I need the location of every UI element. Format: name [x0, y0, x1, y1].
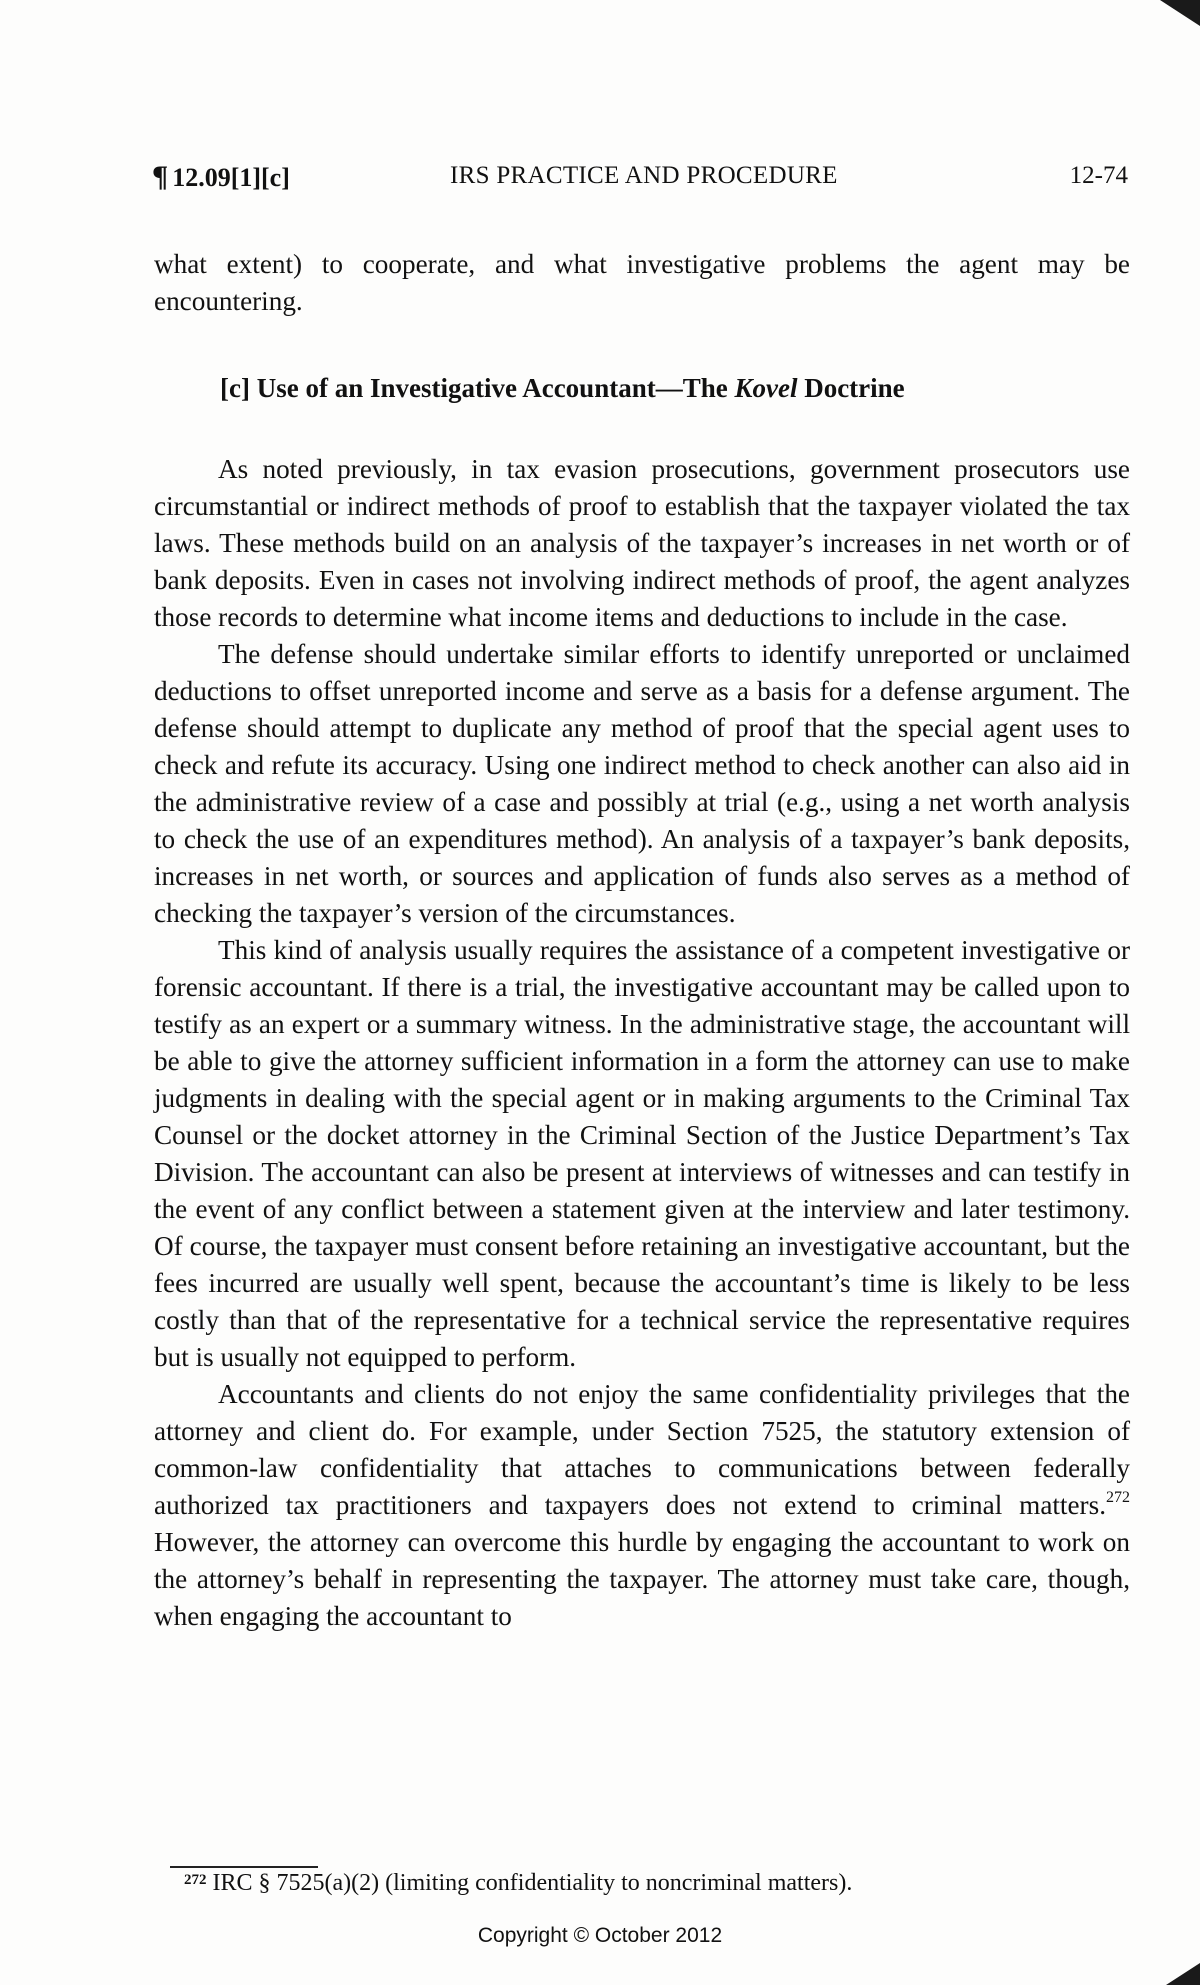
footnote: [184, 1870, 852, 1897]
paragraph-2: The defense should undertake similar efforts to identify unreported or unclaimed deductions to offset unreported income and serve as a basis for a defense argument. The defense should attempt to duplicate any method of proof that the special agent uses to check and refute its accuracy. Using one indirect method to check another can also aid in the administrative review of a case and possibly at trial (e.g., using a net worth analysis to check the use of an expenditures method). An analysis of a taxpayer’s bank deposits, increases in net worth, or sources and application of funds also serves as a method of checking the taxpayer’s version of the circumstances.: [154, 639, 1130, 928]
heading-case-name: Kovel: [734, 373, 798, 403]
footnote-number: 272: [184, 1872, 207, 1888]
running-header: [152, 160, 1128, 200]
heading-prefix: [c] Use of an Investigative Accountant—The: [220, 373, 735, 403]
paragraph-continued: what extent) to cooperate, and what investigative problems the agent may be encountering.: [154, 249, 1130, 316]
heading-suffix: Doctrine: [797, 373, 905, 403]
paragraph-4: [154, 1376, 1130, 1635]
paragraph-4-part-b: However, the attorney can overcome this hurdle by engaging the accountant to work on the attorney’s behalf in representing the taxpayer. The attorney must take care, though, when engaging the accountant to: [154, 1527, 1130, 1631]
copyright-notice: Copyright © October 2012: [477, 1924, 723, 1947]
paragraph-4-part-a: Accountants and clients do not enjoy the same confidentiality privileges that the attorney and client do. For example, under Section 7525, the statutory extension of common-law confidentiality that attaches to communications between federally authorized tax practitioners and taxpayers does not extend to criminal matters.: [154, 1379, 1130, 1520]
paragraph-1: As noted previously, in tax evasion prosecutions, government prosecutors use circumstantial or indirect methods of proof to establish that the taxpayer violated the tax laws. These methods build on an analysis of the taxpayer’s increases in net worth or of bank deposits. Even in cases not involving indirect methods of proof, the agent analyzes those records to determine what income items and deductions to include in the case.: [154, 454, 1130, 632]
subsection-heading: [220, 370, 1130, 407]
book-title: IRS PRACTICE AND PROCEDURE: [450, 162, 838, 189]
page-corner-shadow-bottom: [1166, 1963, 1200, 1985]
section-reference: [152, 160, 290, 194]
pilcrow-icon: ¶: [152, 160, 169, 193]
body-text: [154, 246, 1130, 1635]
footnote-reference: 272: [1106, 1488, 1130, 1506]
paragraph-3: This kind of analysis usually requires the assistance of a competent investigative or forensic accountant. If there is a trial, the investigative accountant may be called upon to testify as an expert or a summary witness. In the administrative stage, the accountant will be able to give the attorney sufficient information in a form the attorney can use to make judgments in dealing with the special agent or in making arguments to the Criminal Tax Counsel or the docket attorney in the Criminal Section of the Justice Department’s Tax Division. The accountant can also be present at interviews of witnesses and can testify in the event of any conflict between a statement given at the interview and later testimony. Of course, the taxpayer must consent before retaining an investigative accountant, but the fees incurred are usually well spent, because the accountant’s time is likely to be less costly than that of the representative for a technical service the representative requires but is usually not equipped to perform.: [154, 935, 1130, 1372]
footnote-text: IRC § 7525(a)(2) (limiting confidentiality to noncriminal matters).: [212, 1870, 853, 1896]
page-corner-shadow: [1160, 0, 1200, 26]
page-number: 12-74: [1069, 162, 1128, 189]
footnote-divider: [170, 1866, 318, 1868]
section-number: 12.09[1][c]: [172, 163, 290, 192]
